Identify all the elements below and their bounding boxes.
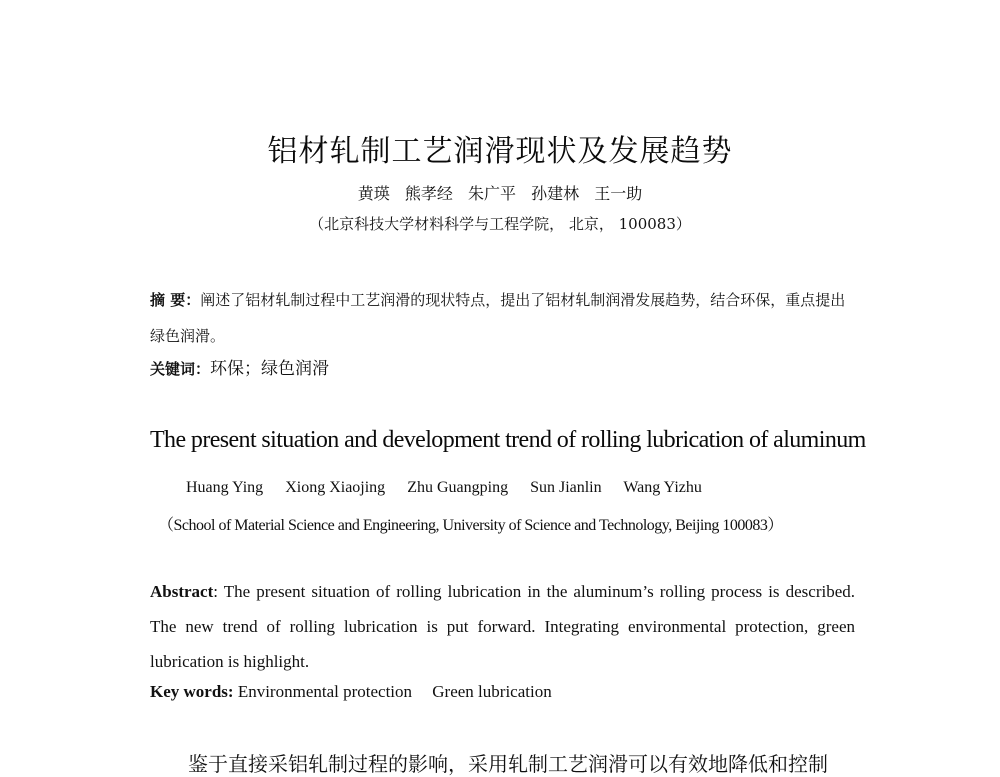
cn-author-4: 孙建林 <box>531 184 580 203</box>
cn-keyword-separator: ； <box>244 359 262 379</box>
en-author-3: Zhu Guangping <box>407 479 509 496</box>
en-keyword-1: Environmental protection <box>237 682 413 701</box>
cn-abstract-text: 阐述了铝材轧制过程中工艺润滑的现状特点，提出了铝材轧制润滑发展趋势，结合环保，重点提出绿色润滑。 <box>150 291 846 345</box>
english-title: The present situation and development trend of rolling lubrication of aluminum <box>150 427 866 453</box>
en-author-4: Sun Jianlin <box>530 479 602 496</box>
cn-keyword-1: 环保 <box>210 359 245 379</box>
en-author-2: Xiong Xiaojing <box>285 479 386 496</box>
cn-author-1: 黄瑛 <box>357 184 390 203</box>
cn-keywords-label: 关键词： <box>150 360 211 378</box>
english-keywords <box>150 682 552 702</box>
chinese-title: 铝材轧制工艺润滑现状及发展趋势 <box>267 134 733 169</box>
cn-keyword-2: 绿色润滑 <box>261 359 330 379</box>
en-keyword-2: Green lubrication <box>432 682 552 701</box>
en-author-5: Wang Yizhu <box>623 479 702 496</box>
en-abstract-text: : The present situation of rolling lubrication in the aluminum’s rolling process is described. The new trend of rolling lubrication is put forward. Integrating environmental protection, green lubrication is highlight. <box>150 582 855 671</box>
en-abstract-label: Abstract <box>150 582 214 601</box>
english-affiliation: （School of Material Science and Engineering, University of Science and Technology, Beijing 100083） <box>158 517 783 534</box>
cn-abstract-label: 摘 要： <box>150 291 201 309</box>
cn-author-3: 朱广平 <box>467 184 516 203</box>
cn-author-2: 熊孝经 <box>404 184 453 203</box>
body-text-fragment: 鉴于直接采铝轧制过程的影响，采用轧制工艺润滑可以有效地降低和控制 <box>188 752 828 776</box>
chinese-abstract <box>150 282 855 354</box>
cn-author-5: 王一助 <box>594 184 643 203</box>
english-authors <box>186 479 720 497</box>
english-abstract <box>150 574 855 679</box>
chinese-authors <box>0 181 1000 204</box>
en-keywords-label: Key words: <box>150 682 234 701</box>
en-author-1: Huang Ying <box>186 479 264 496</box>
chinese-affiliation: （北京科技大学材料科学与工程学院， 北京， 100083） <box>309 215 691 233</box>
chinese-keywords <box>150 354 329 379</box>
